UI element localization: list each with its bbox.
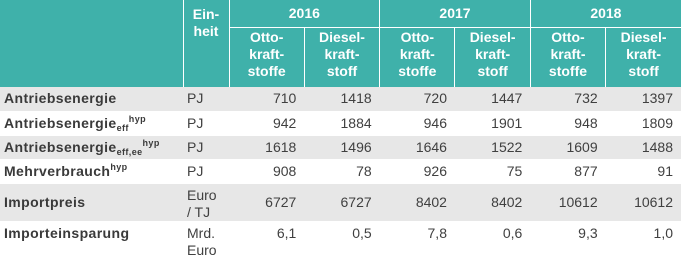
row-label-superscript: hyp <box>110 161 128 172</box>
cell-value: 1397 <box>606 87 681 111</box>
cell-value: 0,5 <box>304 221 379 263</box>
header-year-2017: 2017 <box>380 0 531 28</box>
table-row <box>0 221 681 263</box>
cell-value: 6,1 <box>229 221 304 263</box>
row-label <box>0 111 183 135</box>
cell-value: 9,3 <box>530 221 605 263</box>
row-label-text: Mehrverbrauch <box>4 162 111 179</box>
header-otto-2018: Otto- kraft- stoffe <box>530 28 605 88</box>
cell-value: 78 <box>304 159 379 183</box>
cell-value: 877 <box>530 159 605 183</box>
row-label-text: Antriebsenergie <box>4 138 117 155</box>
cell-value: 720 <box>380 87 455 111</box>
cell-value: 8402 <box>380 183 455 221</box>
cell-value: 1901 <box>455 111 530 135</box>
cell-value: 908 <box>229 159 304 183</box>
cell-value: 1447 <box>455 87 530 111</box>
row-unit: PJ <box>183 87 229 111</box>
row-label-text: Importeinsparung <box>4 224 130 241</box>
cell-value: 10612 <box>606 183 681 221</box>
cell-value: 6727 <box>304 183 379 221</box>
row-unit: PJ <box>183 111 229 135</box>
header-diesel-2018: Diesel- kraft- stoff <box>606 28 681 88</box>
row-unit: Euro / TJ <box>183 183 229 221</box>
cell-value: 948 <box>530 111 605 135</box>
row-label <box>0 183 183 221</box>
row-label-subscript: eff,ee <box>116 146 143 157</box>
header-otto-2016: Otto- kraft- stoffe <box>229 28 304 88</box>
cell-value: 6727 <box>229 183 304 221</box>
row-label <box>0 221 183 263</box>
cell-value: 8402 <box>455 183 530 221</box>
row-unit: PJ <box>183 159 229 183</box>
cell-value: 1496 <box>304 135 379 159</box>
cell-value: 1609 <box>530 135 605 159</box>
cell-value: 1646 <box>380 135 455 159</box>
cell-value: 732 <box>530 87 605 111</box>
header-otto-2017: Otto- kraft- stoffe <box>380 28 455 88</box>
header-diesel-2016: Diesel- kraft- stoff <box>304 28 379 88</box>
cell-value: 75 <box>455 159 530 183</box>
cell-value: 1418 <box>304 87 379 111</box>
header-year-2016: 2016 <box>229 0 380 28</box>
row-unit: Mrd. Euro <box>183 221 229 263</box>
cell-value: 1522 <box>455 135 530 159</box>
row-label <box>0 87 183 111</box>
row-label <box>0 135 183 159</box>
cell-value: 710 <box>229 87 304 111</box>
row-label-text: Antriebsenergie <box>4 90 117 107</box>
cell-value: 0,6 <box>455 221 530 263</box>
cell-value: 1618 <box>229 135 304 159</box>
row-label <box>0 159 183 183</box>
row-label-text: Importpreis <box>4 193 86 210</box>
table-row <box>0 111 681 135</box>
table-row <box>0 183 681 221</box>
cell-value: 1488 <box>606 135 681 159</box>
header-year-2018: 2018 <box>530 0 681 28</box>
cell-value: 7,8 <box>380 221 455 263</box>
header-unit: Ein- heit <box>183 0 229 87</box>
cell-value: 1884 <box>304 111 379 135</box>
row-label-subscript: eff <box>116 122 129 133</box>
header-corner-cell <box>0 0 183 87</box>
cell-value: 10612 <box>530 183 605 221</box>
table-row <box>0 87 681 111</box>
row-label-superscript: hyp <box>142 137 160 148</box>
cell-value: 1809 <box>606 111 681 135</box>
cell-value: 946 <box>380 111 455 135</box>
table-row <box>0 135 681 159</box>
cell-value: 1,0 <box>606 221 681 263</box>
cell-value: 942 <box>229 111 304 135</box>
row-unit: PJ <box>183 135 229 159</box>
row-label-superscript: hyp <box>128 113 146 124</box>
cell-value: 91 <box>606 159 681 183</box>
cell-value: 926 <box>380 159 455 183</box>
header-diesel-2017: Diesel- kraft- stoff <box>455 28 530 88</box>
row-label-text: Antriebsenergie <box>4 114 117 131</box>
table-row <box>0 159 681 183</box>
